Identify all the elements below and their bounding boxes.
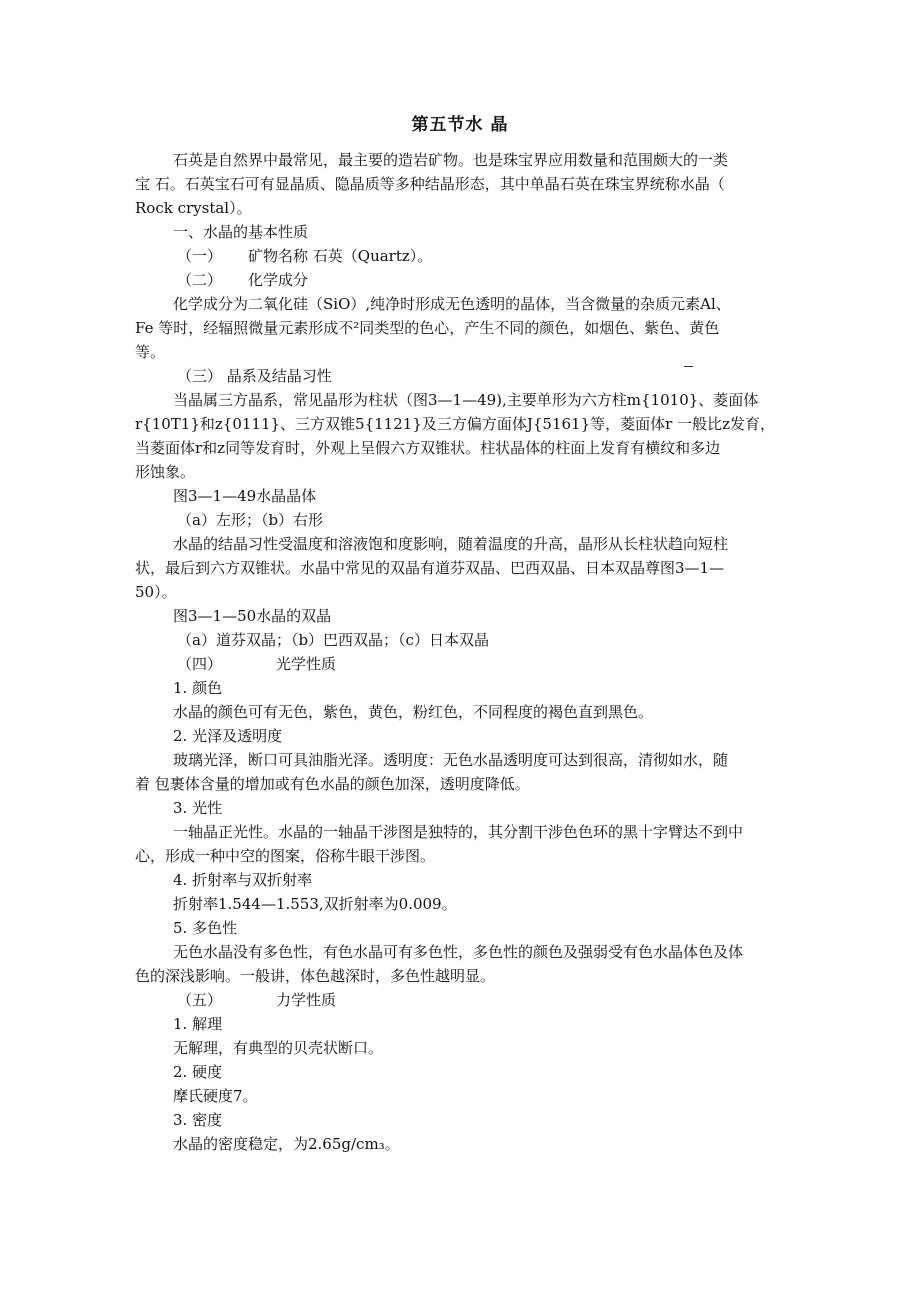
item-heading: 1. 解理 [173,1015,223,1033]
stray-mark [684,366,693,367]
subsection-number: （五） [177,991,223,1009]
paragraph-line: 折射率1.544—1.553,双折射率为0.009。 [173,895,457,913]
paragraph-line: 一轴晶正光性。水晶的一轴晶干涉图是独特的，其分割干涉色色环的黑十字臂达不到中 [173,823,744,841]
paragraph-line: 当菱面体r和z同等发育时，外观上呈假六方双锥状。柱状晶体的柱面上发育有横纹和多边 [135,439,721,457]
subsection-heading [177,652,336,676]
paragraph-line: 等。 [135,343,166,361]
paragraph-line: 玻璃光泽，断口可具油脂光泽。透明度：无色水晶透明度可达到很高，清彻如水，随 [173,751,729,769]
subsection-title: 力学性质 [276,991,337,1009]
paragraph-line: 当晶属三方晶系，常见晶形为柱状（图3—1—49),主要单形为六方柱m{1010}、菱面体 [173,391,759,409]
page-title: 第五节水 晶 [411,115,509,135]
paragraph-line: 无色水晶没有多色性，有色水晶可有多色性，多色性的颜色及强弱受有色水晶体色及体 [173,943,744,961]
item-heading: 2. 光泽及透明度 [173,727,283,745]
subsection-title: 光学性质 [276,655,337,673]
paragraph-line: 无解理，有典型的贝壳状断口。 [173,1039,384,1057]
paragraph-line: 水晶的结晶习性受温度和溶液饱和度影响，随着温度的升高，晶形从长柱状趋向短柱 [173,535,729,553]
subsection-title: 矿物名称 石英（Quartz）。 [248,247,433,265]
subsection-number: （四） [177,655,223,673]
paragraph-line: 着 包裹体含量的增加或有色水晶的颜色加深，透明度降低。 [135,775,530,793]
paragraph-line: Rock crystal）。 [135,199,252,217]
paragraph-line: r{10T1}和z{0111}、三方双锥5{1121}及三方偏方面体J{5161}等，菱面体r 一般比z发育， [135,415,775,433]
figure-subcaption: （a）左形；（b）右形 [177,511,324,529]
item-heading: 5. 多色性 [173,919,238,937]
figure-subcaption: （a）道芬双晶；（b）巴西双晶；（c）日本双晶 [177,631,489,649]
paragraph-line: 状，最后到六方双锥状。水晶中常见的双晶有道芬双晶、巴西双晶、日本双晶尊图3—1— [135,559,725,577]
subsection-number: （一） [177,247,223,265]
section-heading: 一、水晶的基本性质 [173,223,309,241]
paragraph-line: 心，形成一种中空的图案，俗称牛眼干涉图。 [135,847,436,865]
subsection-title: 化学成分 [248,271,309,289]
paragraph-line: 摩氏硬度7。 [173,1087,258,1105]
figure-caption: 图3—1—50水晶的双晶 [173,607,332,625]
paragraph-line: 水晶的密度稳定，为2.65g/cm₃。 [173,1135,400,1153]
item-heading: 2. 硬度 [173,1063,223,1081]
item-heading: 4. 折射率与双折射率 [173,871,313,889]
item-heading: 3. 密度 [173,1111,223,1129]
subsection-heading [177,244,432,268]
item-heading: 1. 颜色 [173,679,223,697]
subsection-number: （二） [177,271,223,289]
paragraph-line: 水晶的颜色可有无色，紫色，黄色，粉红色，不同程度的褐色直到黑色。 [173,703,654,721]
item-heading: 3. 光性 [173,799,223,817]
figure-caption: 图3—1—49水晶晶体 [173,487,317,505]
paragraph-line: 石英是自然界中最常见，最主要的造岩矿物。也是珠宝界应用数量和范围颇大的一类 [173,151,729,169]
paragraph-line: 宝 石。石英宝石可有显晶质、隐晶质等多种结晶形态，其中单晶石英在珠宝界统称水晶（ [135,175,725,193]
subsection-heading [177,268,308,292]
paragraph-line: 50）。 [135,583,177,601]
paragraph-line: 色的深浅影响。一般讲，体色越深时，多色性越明显。 [135,967,496,985]
subsection-heading: （三） 晶系及结晶习性 [177,367,332,385]
paragraph-line: Fe 等时，经辐照微量元素形成不²同类型的色心，产生不同的颜色，如烟色、紫色、黄色 [135,319,720,337]
paragraph-line: 形蚀象。 [135,463,196,481]
paragraph-line: 化学成分为二氧化硅（SiO）,纯净时形成无色透明的晶体，当含微量的杂质元素Al、 [173,295,731,313]
subsection-heading [177,988,336,1012]
